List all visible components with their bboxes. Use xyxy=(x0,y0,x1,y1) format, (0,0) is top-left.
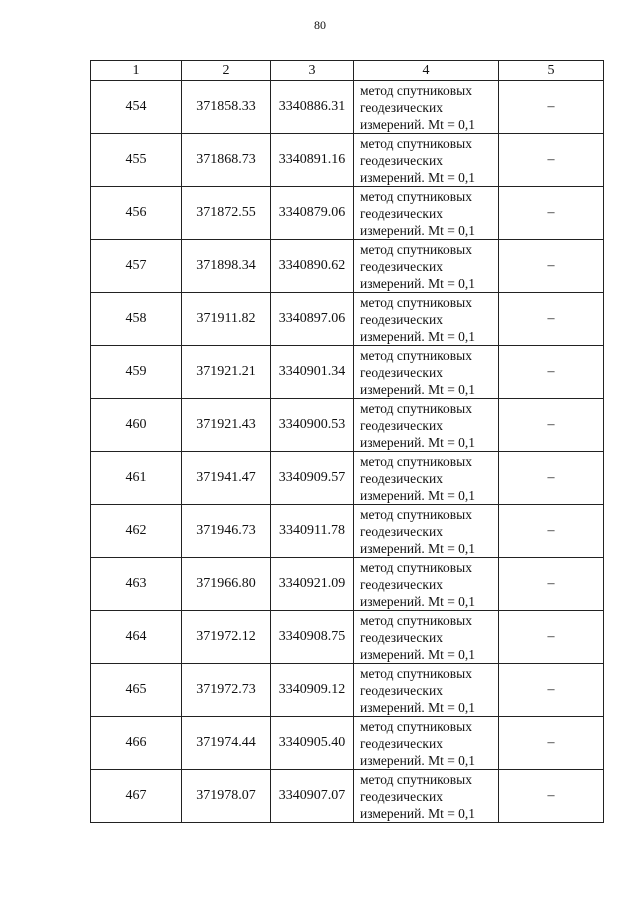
page-number: 80 xyxy=(314,18,326,32)
description-cell: – xyxy=(499,240,604,293)
x-coordinate-cell: 371868.73 xyxy=(182,134,271,187)
x-coordinate-cell: 371858.33 xyxy=(182,81,271,134)
method-cell xyxy=(354,134,499,187)
method-cell xyxy=(354,399,499,452)
coordinates-table xyxy=(90,60,604,823)
method-text-line: измерений. Mt = 0,1 xyxy=(360,805,476,821)
table-row xyxy=(91,505,604,558)
method-text-line: геодезических xyxy=(360,523,443,539)
method-text-line: метод спутниковых xyxy=(360,347,472,363)
y-coordinate-cell: 3340909.57 xyxy=(271,452,354,505)
description-cell: – xyxy=(499,187,604,240)
point-number-cell: 461 xyxy=(91,452,182,505)
table-row xyxy=(91,717,604,770)
method-text-line: измерений. Mt = 0,1 xyxy=(360,275,476,291)
method-text-line: метод спутниковых xyxy=(360,612,472,628)
x-coordinate-cell: 371974.44 xyxy=(182,717,271,770)
method-text-line: измерений. Mt = 0,1 xyxy=(360,646,476,662)
point-number-cell: 460 xyxy=(91,399,182,452)
method-text-line: измерений. Mt = 0,1 xyxy=(360,752,476,768)
description-cell: – xyxy=(499,717,604,770)
method-cell xyxy=(354,81,499,134)
method-text-line: геодезических xyxy=(360,258,443,274)
y-coordinate-cell: 3340901.34 xyxy=(271,346,354,399)
method-text-line: метод спутниковых xyxy=(360,665,472,681)
point-number-cell: 455 xyxy=(91,134,182,187)
x-coordinate-cell: 371941.47 xyxy=(182,452,271,505)
method-text-line: геодезических xyxy=(360,788,443,804)
description-cell: – xyxy=(499,134,604,187)
method-text-line: геодезических xyxy=(360,311,443,327)
description-cell: – xyxy=(499,664,604,717)
method-text-line: измерений. Mt = 0,1 xyxy=(360,381,476,397)
method-cell xyxy=(354,452,499,505)
method-text-line: измерений. Mt = 0,1 xyxy=(360,699,476,715)
method-text-line: метод спутниковых xyxy=(360,82,472,98)
y-coordinate-cell: 3340908.75 xyxy=(271,611,354,664)
method-text-line: измерений. Mt = 0,1 xyxy=(360,540,476,556)
x-coordinate-cell: 371921.43 xyxy=(182,399,271,452)
description-cell: – xyxy=(499,452,604,505)
table-row xyxy=(91,240,604,293)
table-row xyxy=(91,293,604,346)
method-text-line: метод спутниковых xyxy=(360,559,472,575)
point-number-cell: 465 xyxy=(91,664,182,717)
point-number-cell: 466 xyxy=(91,717,182,770)
table-row xyxy=(91,452,604,505)
y-coordinate-cell: 3340921.09 xyxy=(271,558,354,611)
method-text-line: измерений. Mt = 0,1 xyxy=(360,328,476,344)
y-coordinate-cell: 3340905.40 xyxy=(271,717,354,770)
description-cell: – xyxy=(499,293,604,346)
method-text-line: геодезических xyxy=(360,205,443,221)
description-cell: – xyxy=(499,505,604,558)
table-body xyxy=(91,81,604,823)
y-coordinate-cell: 3340907.07 xyxy=(271,770,354,823)
description-cell: – xyxy=(499,770,604,823)
table-row xyxy=(91,611,604,664)
y-coordinate-cell: 3340900.53 xyxy=(271,399,354,452)
method-text-line: геодезических xyxy=(360,417,443,433)
method-text-line: геодезических xyxy=(360,99,443,115)
method-cell xyxy=(354,293,499,346)
description-cell: – xyxy=(499,558,604,611)
x-coordinate-cell: 371911.82 xyxy=(182,293,271,346)
method-text-line: геодезических xyxy=(360,682,443,698)
header-col-2: 2 xyxy=(182,61,271,81)
method-text-line: метод спутниковых xyxy=(360,453,472,469)
header-col-3: 3 xyxy=(271,61,354,81)
method-text-line: геодезических xyxy=(360,152,443,168)
method-cell xyxy=(354,505,499,558)
method-cell xyxy=(354,664,499,717)
point-number-cell: 459 xyxy=(91,346,182,399)
method-cell xyxy=(354,770,499,823)
method-cell xyxy=(354,346,499,399)
x-coordinate-cell: 371872.55 xyxy=(182,187,271,240)
point-number-cell: 458 xyxy=(91,293,182,346)
y-coordinate-cell: 3340891.16 xyxy=(271,134,354,187)
table-row xyxy=(91,399,604,452)
method-text-line: метод спутниковых xyxy=(360,294,472,310)
method-text-line: метод спутниковых xyxy=(360,771,472,787)
table-row xyxy=(91,346,604,399)
point-number-cell: 464 xyxy=(91,611,182,664)
header-col-4: 4 xyxy=(354,61,499,81)
table-row xyxy=(91,134,604,187)
method-text-line: измерений. Mt = 0,1 xyxy=(360,169,476,185)
x-coordinate-cell: 371966.80 xyxy=(182,558,271,611)
method-text-line: измерений. Mt = 0,1 xyxy=(360,434,476,450)
method-text-line: геодезических xyxy=(360,470,443,486)
point-number-cell: 456 xyxy=(91,187,182,240)
header-row xyxy=(91,61,604,81)
y-coordinate-cell: 3340886.31 xyxy=(271,81,354,134)
method-text-line: измерений. Mt = 0,1 xyxy=(360,487,476,503)
table-row xyxy=(91,81,604,134)
description-cell: – xyxy=(499,81,604,134)
method-cell xyxy=(354,558,499,611)
method-cell xyxy=(354,187,499,240)
point-number-cell: 467 xyxy=(91,770,182,823)
point-number-cell: 457 xyxy=(91,240,182,293)
point-number-cell: 454 xyxy=(91,81,182,134)
description-cell: – xyxy=(499,346,604,399)
header-col-5: 5 xyxy=(499,61,604,81)
method-text-line: геодезических xyxy=(360,629,443,645)
method-text-line: измерений. Mt = 0,1 xyxy=(360,222,476,238)
method-text-line: измерений. Mt = 0,1 xyxy=(360,593,476,609)
method-text-line: метод спутниковых xyxy=(360,135,472,151)
x-coordinate-cell: 371921.21 xyxy=(182,346,271,399)
method-text-line: метод спутниковых xyxy=(360,241,472,257)
method-text-line: измерений. Mt = 0,1 xyxy=(360,116,476,132)
table-row xyxy=(91,558,604,611)
x-coordinate-cell: 371978.07 xyxy=(182,770,271,823)
x-coordinate-cell: 371946.73 xyxy=(182,505,271,558)
method-text-line: геодезических xyxy=(360,576,443,592)
x-coordinate-cell: 371972.12 xyxy=(182,611,271,664)
method-cell xyxy=(354,611,499,664)
y-coordinate-cell: 3340909.12 xyxy=(271,664,354,717)
method-cell xyxy=(354,240,499,293)
description-cell: – xyxy=(499,399,604,452)
x-coordinate-cell: 371972.73 xyxy=(182,664,271,717)
point-number-cell: 462 xyxy=(91,505,182,558)
method-text-line: метод спутниковых xyxy=(360,188,472,204)
table-row xyxy=(91,770,604,823)
point-number-cell: 463 xyxy=(91,558,182,611)
header-col-1: 1 xyxy=(91,61,182,81)
table-row xyxy=(91,187,604,240)
method-text-line: геодезических xyxy=(360,735,443,751)
table-row xyxy=(91,664,604,717)
method-text-line: метод спутниковых xyxy=(360,506,472,522)
method-text-line: геодезических xyxy=(360,364,443,380)
x-coordinate-cell: 371898.34 xyxy=(182,240,271,293)
method-text-line: метод спутниковых xyxy=(360,718,472,734)
table-header xyxy=(91,61,604,81)
method-text-line: метод спутниковых xyxy=(360,400,472,416)
description-cell: – xyxy=(499,611,604,664)
y-coordinate-cell: 3340879.06 xyxy=(271,187,354,240)
y-coordinate-cell: 3340897.06 xyxy=(271,293,354,346)
y-coordinate-cell: 3340890.62 xyxy=(271,240,354,293)
method-cell xyxy=(354,717,499,770)
y-coordinate-cell: 3340911.78 xyxy=(271,505,354,558)
